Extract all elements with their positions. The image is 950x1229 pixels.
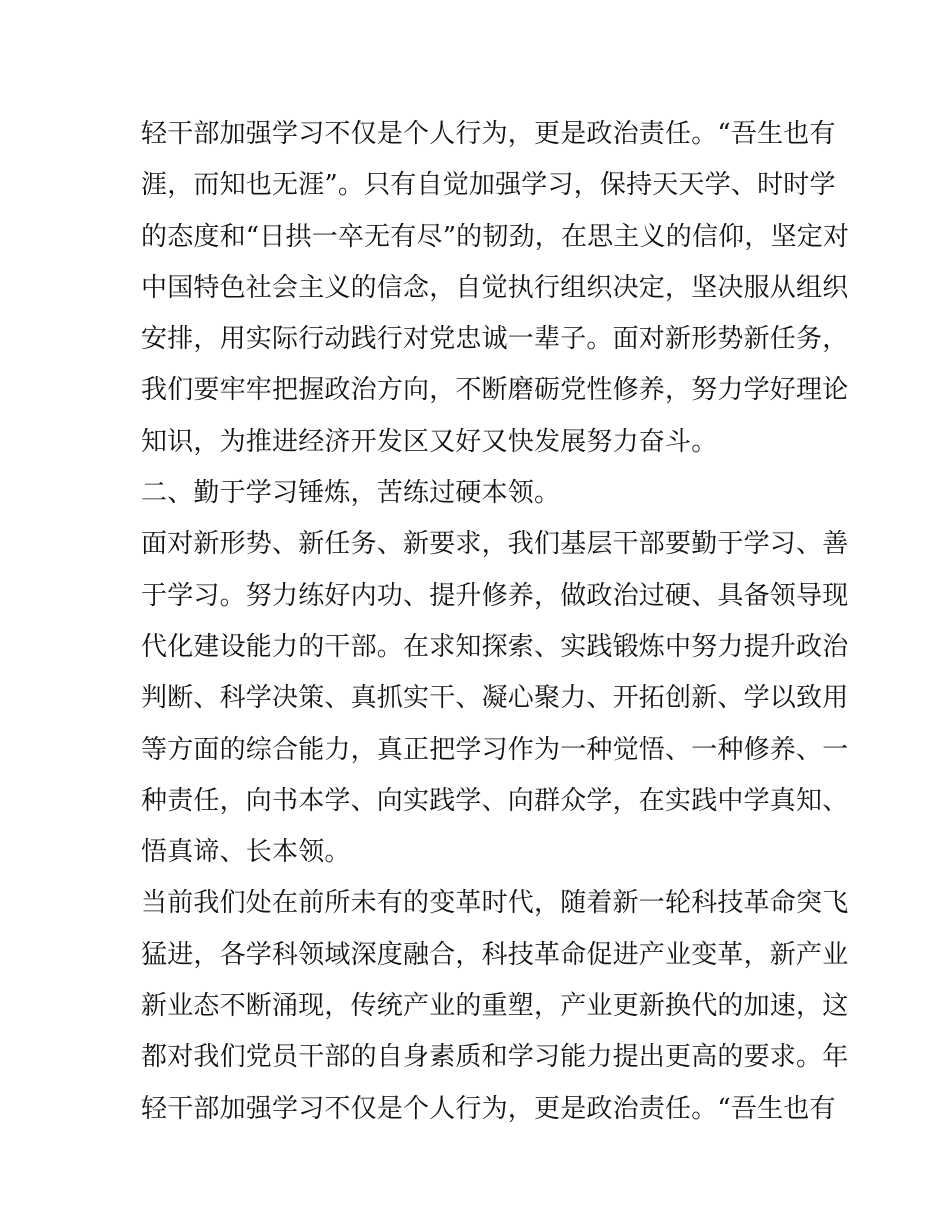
text-line: 于学习。努力练好内功、提升修养，做政治过硬、具备领导现	[141, 580, 849, 611]
text-line: 等方面的综合能力，真正把学习作为一种觉悟、一种修养、一	[141, 734, 849, 765]
text-line: 面对新形势、新任务、新要求，我们基层干部要勤于学习、善	[141, 529, 849, 560]
text-line: 判断、科学决策、真抓实干、凝心聚力、开拓创新、学以致用	[141, 683, 849, 714]
text-line: 新业态不断涌现，传统产业的重塑，产业更新换代的加速，这	[141, 991, 849, 1022]
text-line: 种责任，向书本学、向实践学、向群众学，在实践中学真知、	[141, 785, 849, 816]
text-line: 涯，而知也无涯”。只有自觉加强学习，保持天天学、时时学	[141, 170, 836, 201]
text-line: 都对我们党员干部的自身素质和学习能力提出更高的要求。年	[141, 1042, 849, 1073]
text-line: 代化建设能力的干部。在求知探索、实践锻炼中努力提升政治	[141, 631, 849, 662]
text-line: 猛进，各学科领域深度融合，科技革命促进产业变革，新产业	[141, 939, 849, 970]
text-line: 的态度和“日拱一卒无有尽”的韧劲，在思主义的信仰，坚定对	[141, 221, 850, 252]
text-line: 轻干部加强学习不仅是个人行为，更是政治责任。“吾生也有	[141, 119, 836, 149]
text-line: 安排，用实际行动践行对党忠诚一辈子。面对新形势新任务，	[141, 324, 849, 355]
text-line: 中国特色社会主义的信念，自觉执行组织决定，坚决服从组织	[141, 272, 849, 303]
text-line: 我们要牢牢把握政治方向，不断磨砺党性修养，努力学好理论	[141, 375, 849, 406]
text-line: 轻干部加强学习不仅是个人行为，更是政治责任。“吾生也有	[141, 1093, 836, 1124]
text-line: 知识，为推进经济开发区又好又快发展努力奋斗。	[141, 426, 718, 457]
document-body	[141, 109, 850, 1135]
text-line: 当前我们处在前所未有的变革时代，随着新一轮科技革命突飞	[141, 888, 849, 919]
text-line: 悟真谛、长本领。	[141, 837, 351, 868]
section-heading: 二、勤于学习锤炼，苦练过硬本领。	[141, 478, 561, 509]
